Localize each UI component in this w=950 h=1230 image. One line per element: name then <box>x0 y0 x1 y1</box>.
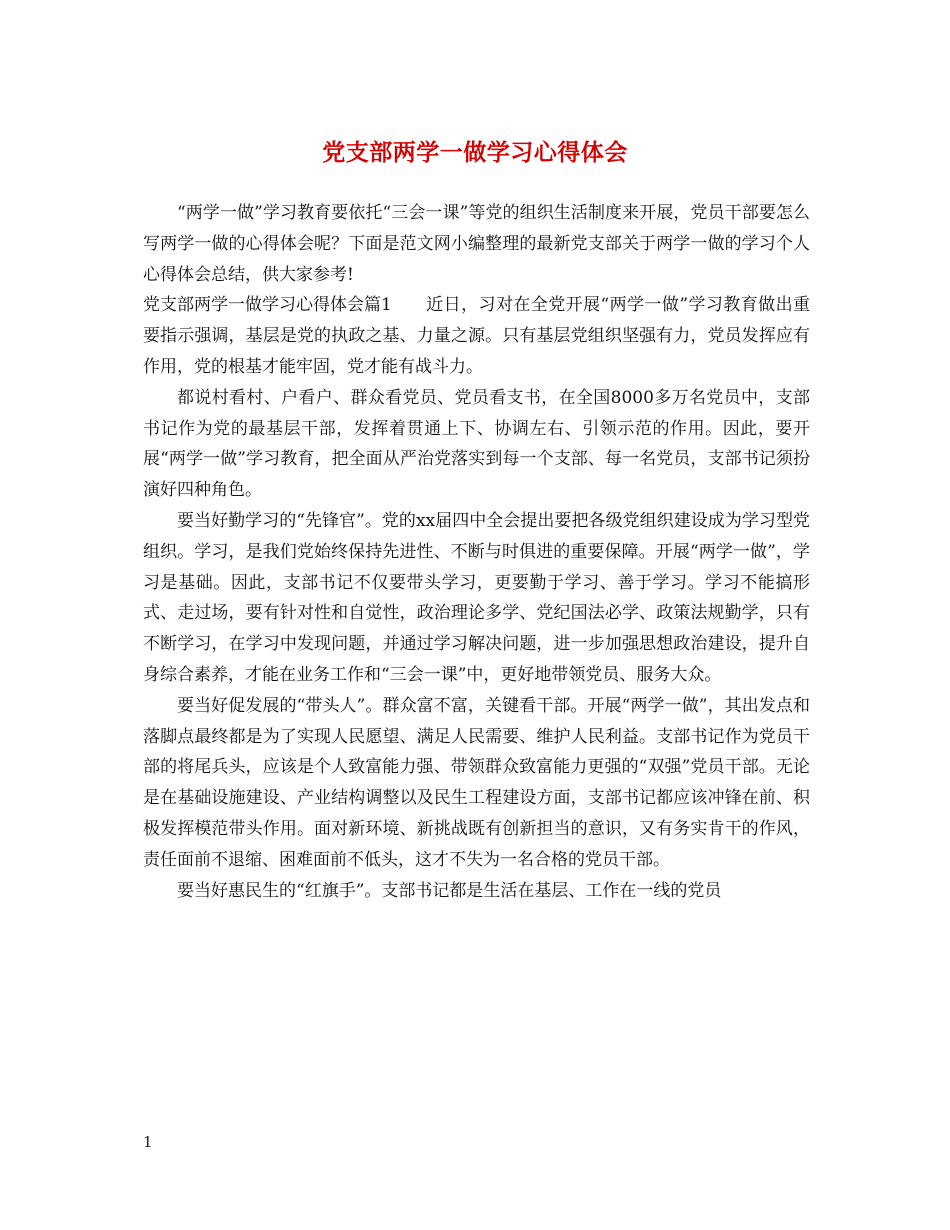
document-body <box>143 198 810 906</box>
body-paragraph: 要当好促发展的“带头人”。群众富不富，关键看干部。开展“两学一做”，其出发点和落脚点最终都是为了实现人民愿望、满足人民需要、维护人民利益。支部书记作为党员干部的将尾兵头，应该是个人致富能力强、带领群众致富能力更强的“双强”党员干部。无论是在基础设施建设、产业结构调整以及民生工程建设方面，支部书记都应该冲锋在前、积极发挥模范带头作用。面对新环境、新挑战既有创新担当的意识，又有务实肯干的作风，责任面前不退缩、困难面前不低头，这才不失为一名合格的党员干部。 <box>143 695 810 870</box>
section-paragraph <box>143 290 810 382</box>
intro-paragraph: “两学一做”学习教育要依托“三会一课”等党的组织生活制度来开展，党员干部要怎么写两学一做的心得体会呢？下面是范文网小编整理的最新党支部关于两学一做的学习个人心得体会总结，供大家参考! <box>143 203 810 285</box>
body-paragraph: 都说村看村、户看户、群众看党员、党员看支书，在全国8000多万名党员中，支部书记作为党的最基层干部，发挥着贯通上下、协调左右、引领示范的作用。因此，要开展“两学一做”学习教育，把全面从严治党落实到每一个支部、每一名党员，支部书记须扮演好四种角色。 <box>143 387 810 501</box>
body-paragraph: 要当好惠民生的“红旗手”。支部书记都是生活在基层、工作在一线的党员 <box>177 880 722 901</box>
section-heading: 党支部两学一做学习心得体会篇1 <box>143 295 392 316</box>
section-paragraph-text: 近日，习对在全党开展“两学一做”学习教育做出重要指示强调，基层是党的执政之基、力量之源。只有基层党组织坚强有力，党员发挥应有作用，党的根基才能牢固，党才能有战斗力。 <box>143 295 810 377</box>
page-number: 1 <box>143 1133 153 1151</box>
body-paragraph: 要当好勤学习的“先锋官”。党的xx届四中全会提出要把各级党组织建设成为学习型党组织。学习，是我们党始终保持先进性、不断与时俱进的重要保障。开展“两学一做”，学习是基础。因此，支部书记不仅要带头学习，更要勤于学习、善于学习。学习不能搞形式、走过场，要有针对性和自觉性，政治理论多学、党纪国法必学、政策法规勤学，只有不断学习，在学习中发现问题，并通过学习解决问题，进一步加强思想政治建设，提升自身综合素养，才能在业务工作和“三会一课”中，更好地带领党员、服务大众。 <box>143 510 810 685</box>
document-title: 党支部两学一做学习心得体会 <box>322 139 628 166</box>
